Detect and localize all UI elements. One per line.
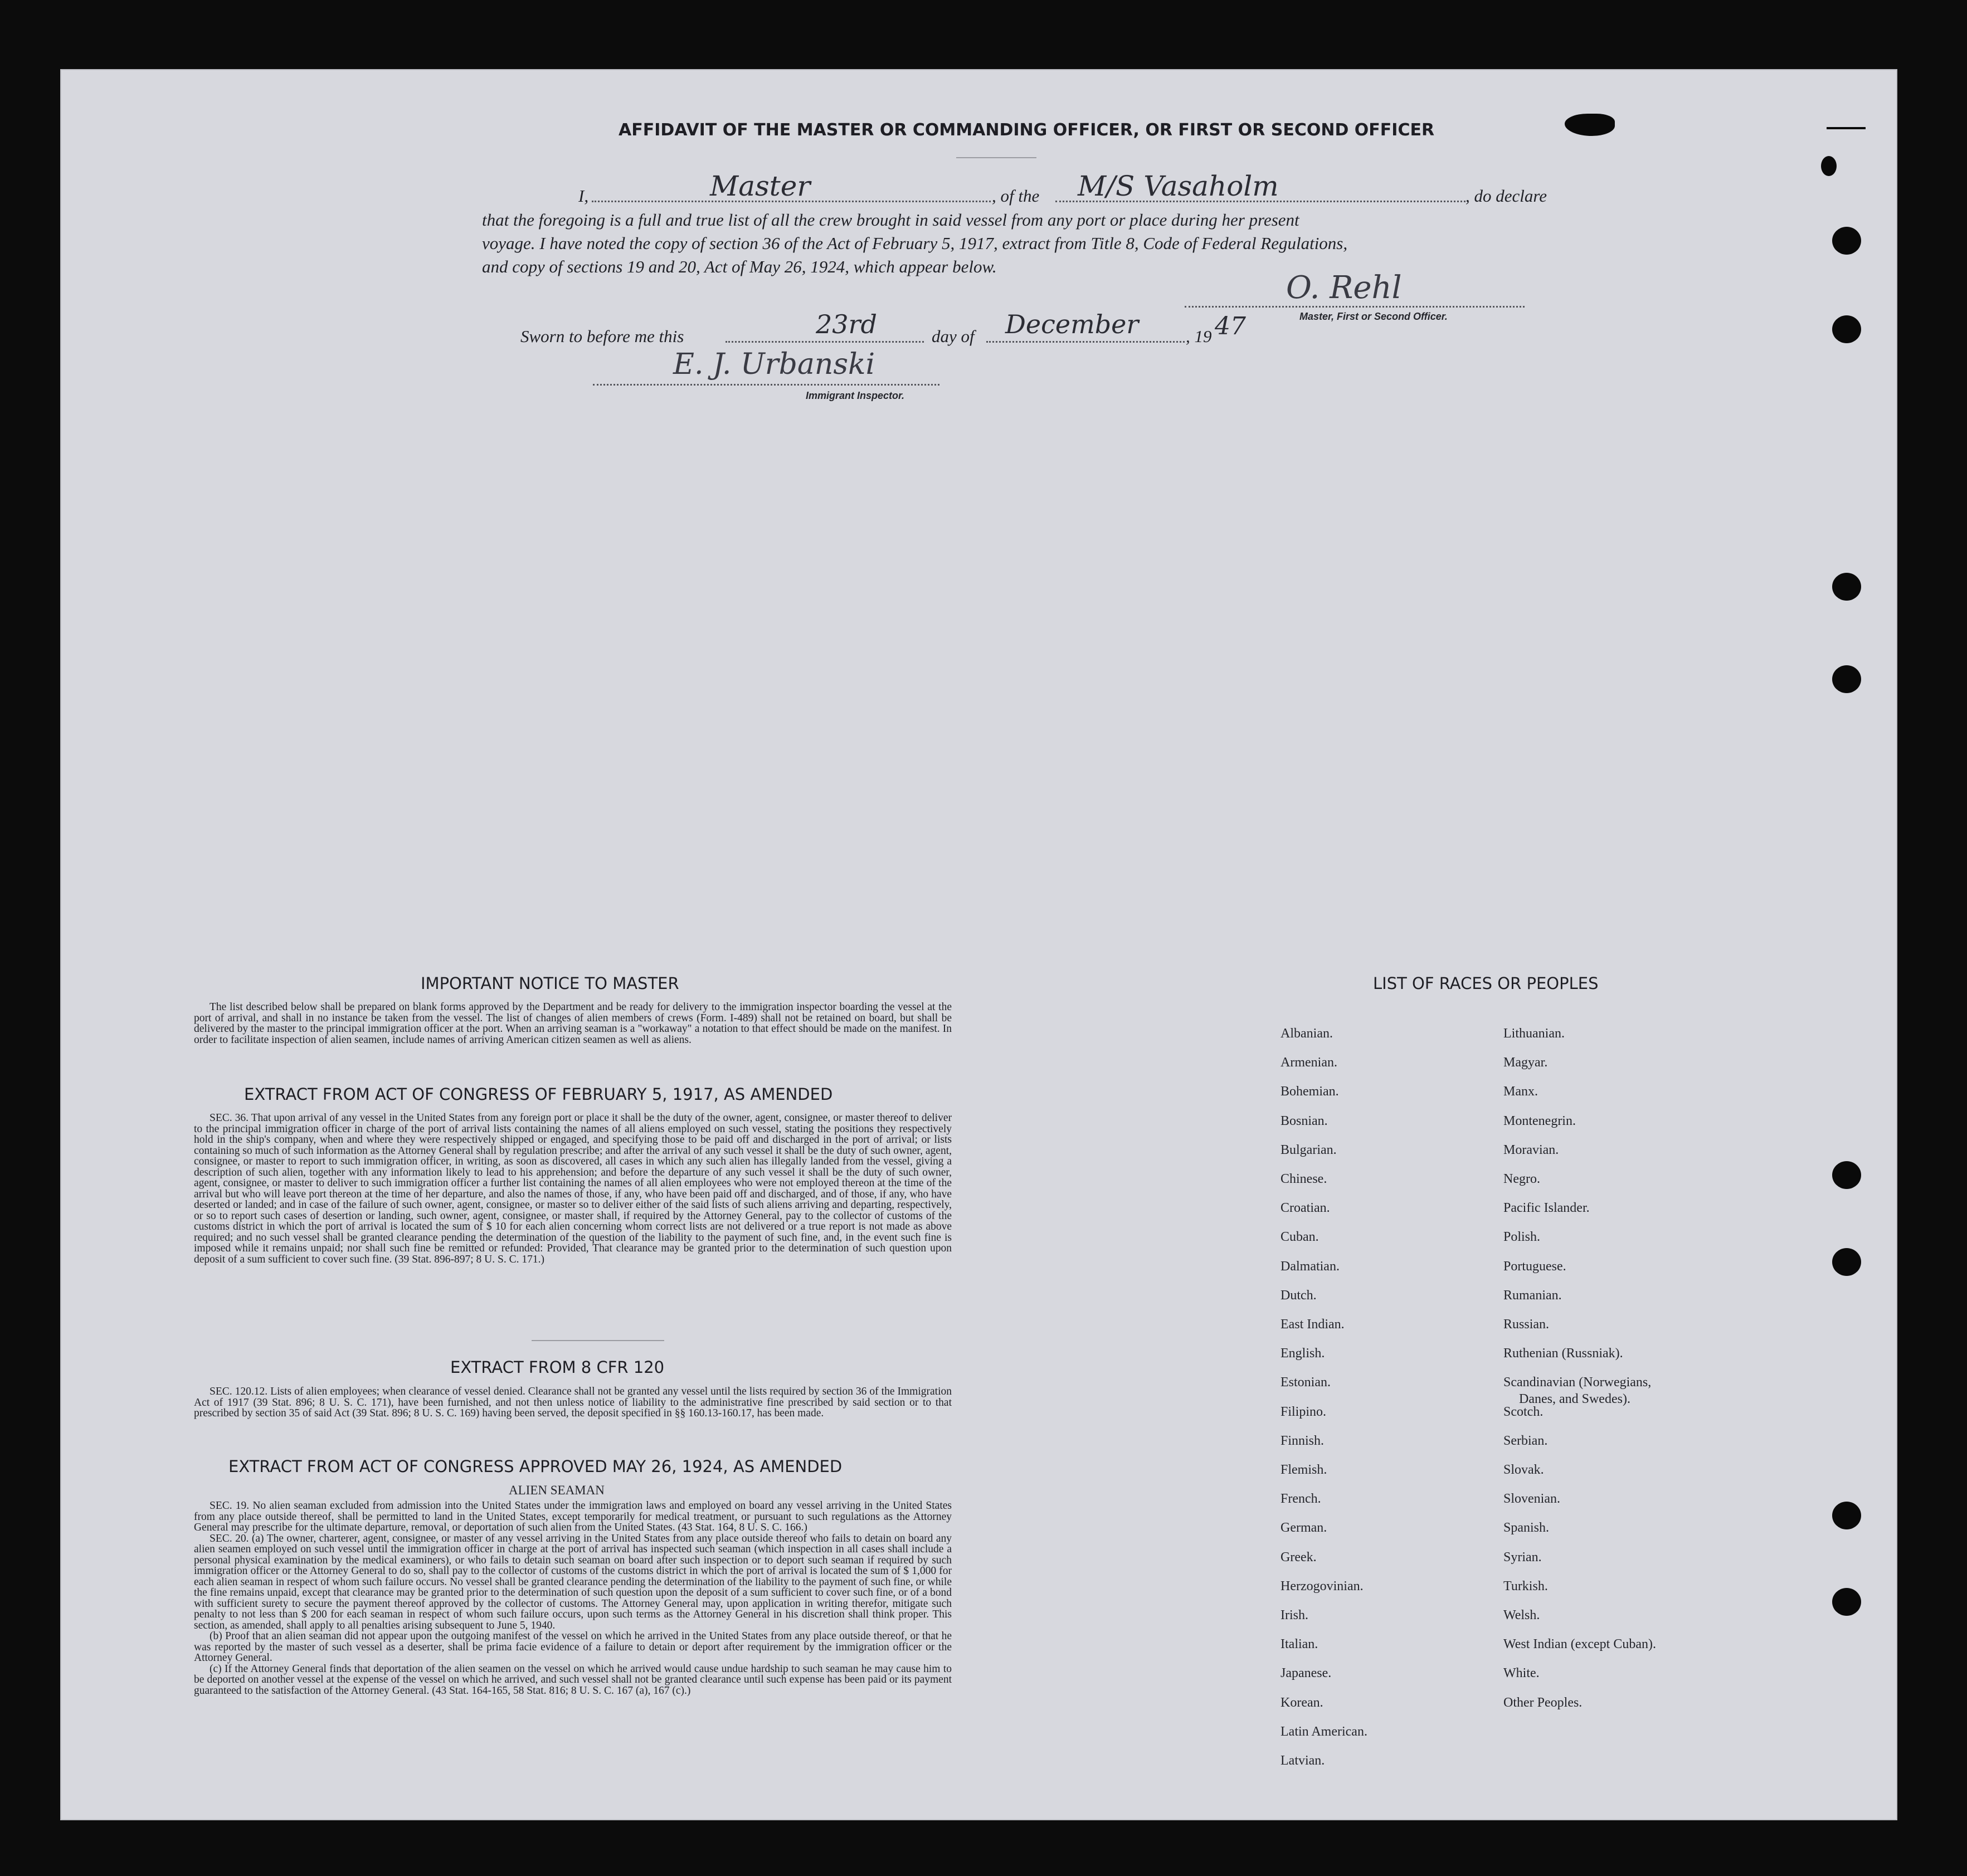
races-heading: LIST OF RACES OR PEOPLES [1373,974,1599,993]
binder-hole [1832,573,1861,601]
inspector-signature: E. J. Urbanski [673,348,875,381]
race-item: Flemish. [1281,1463,1327,1477]
sec120-paragraph: SEC. 120.12. Lists of alien employees; when clearance of vessel denied. Clearance shall not be granted any vessel until the lists required by section 36 of the Immigration Act of 1917 (39 Stat. 896; 8 U. S. C. 171), have been furnished, and not then unless notice of liability to the administrative fine prescribed by said section or to that prescribed by section 35 of said Act (39 Stat. 896; 8 U. S. C. 169) having been served, the deposit specified in §§ 160.13-160.17, has been made. [194,1386,952,1419]
sworn-label: Sworn to before me this [520,327,684,346]
race-item: Finnish. [1281,1433,1325,1448]
race-item: Rumanian. [1503,1288,1562,1303]
divider-1 [532,1340,664,1341]
race-item: Dutch. [1281,1288,1317,1303]
binder-hole [1832,1248,1861,1276]
ink-blot [1565,114,1615,136]
race-item: Scandinavian (Norwegians, [1503,1375,1652,1390]
race-item: Other Peoples. [1503,1695,1583,1710]
sworn-line [520,309,1356,350]
sec19-paragraph: SEC. 19. No alien seaman excluded from admission into the United States under the immigration laws and employed on board any vessel arriving in the United States from any place outside thereof, shall be permitted to land in the United States, except temporarily for medical treatment, or pursuant to such regulations as the Attorney General may prescribe for the ultimate departure, removal, or deportation of such alien from the United States. (43 Stat. 164, 8 U. S. C. 166.) [194,1500,952,1533]
race-item: Ruthenian (Russniak). [1503,1346,1623,1361]
race-item: Welsh. [1503,1608,1540,1622]
race-item: Cuban. [1281,1230,1319,1245]
ink-blot [1821,156,1837,176]
race-item: Italian. [1281,1637,1318,1652]
race-item: Magyar. [1503,1055,1548,1070]
race-item: Polish. [1503,1230,1541,1245]
officer-caption: Master, First or Second Officer. [1299,311,1448,322]
race-item: Herzogovinian. [1281,1578,1364,1594]
alien-seaman-subheading: ALIEN SEAMAN [509,1483,605,1497]
of-the-label: , of the [992,186,1040,206]
declaration-line-1 [520,170,1657,209]
race-item: White. [1503,1666,1540,1681]
i-label: I, [578,186,589,206]
race-item: Estonian. [1281,1375,1331,1390]
race-item: Dalmatian. [1281,1259,1340,1274]
race-item: Filipino. [1281,1404,1327,1419]
day-line [726,341,924,343]
race-item: Bulgarian. [1281,1142,1337,1157]
race-item: Japanese. [1281,1666,1332,1681]
race-item: Spanish. [1503,1521,1550,1536]
race-item: Scotch. [1503,1404,1544,1419]
binder-hole [1832,315,1861,343]
binder-hole [1832,665,1861,693]
binder-hole [1832,1588,1861,1616]
sec36-paragraph: SEC. 36. That upon arrival of any vessel in the United States from any foreign port or place it shall be the duty of the owner, agent, consignee, or master thereof to deliver to the principal immigration officer in charge of the port of arrival lists containing the names of all aliens employed on such vessel, stating the positions they respectively hold in the ship's company, when and where they were respectively shipped or engaged, and specifying those to be paid off and discharged in the port of arrival; or lists containing so much of such information as the Attorney General shall by regulation prescribe; and after the arrival of any such vessel it shall be the duty of such owner, agent, consignee, or master to report to such immigration officer, in writing, as soon as discovered, all cases in which any such alien has illegally landed from the vessel, giving a description of such alien, together with any information likely to lead to his apprehension; and before the departure of any such vessel it shall be the duty of such owner, agent, consignee, or master to deliver to such immigration officer a further list containing the names of all alien employees who were not employed thereon at the time of the arrival but who will leave port thereon at the time of her departure, and also the names of those, if any, who have been paid off and discharged, and of those, if any, who have deserted or landed; and in case of the failure of such owner, agent, consignee, or master so to deliver either of the said lists of such aliens arriving and departing, respectively, or so to report such cases of desertion or landing, such owner, agent, consignee, or master shall, if required by the Attorney General, pay to the collector of customs of the customs district in which the port of arrival is located the sum of $ 10 for each alien concerning whom correct lists are not delivered or a true report is not made as above required; and no such vessel shall be granted clearance pending the determination of the question of the liability to the payment of such fine, and, in the event such fine is imposed while it remains unpaid; nor shall such fine be remitted or refunded: Provided, That clearance may be granted prior to the determination of such question upon deposit of a sum sufficient to cover such fine. (39 Stat. 896-897; 8 U. S. C. 171.) [194,1112,952,1265]
race-item: Chinese. [1281,1172,1327,1186]
binder-hole [1832,227,1861,255]
race-item: German. [1281,1521,1327,1536]
affidavit-title: AFFIDAVIT OF THE MASTER OR COMMANDING OFFICER, OR FIRST OR SECOND OFFICER [619,120,1435,140]
extract-8cfr-heading: EXTRACT FROM 8 CFR 120 [450,1358,665,1377]
day-of-label: day of [932,327,975,346]
race-item: Slovenian. [1503,1492,1560,1507]
race-item: Armenian. [1281,1055,1337,1070]
sec20b-paragraph: (b) Proof that an alien seaman did not appear upon the outgoing manifest of the vessel on which he arrived in the United States from any place outside thereof, or that he was reported by the master of such vessel as a deserter, shall be prima facie evidence of a failure to detain or deport after requirement by the immigration officer or the Attorney General. [194,1630,952,1664]
extract-1917-text [194,1113,952,1265]
year-handwritten: 47 [1215,312,1246,340]
ink-mark [1827,127,1866,129]
declaration-line-2: that the foregoing is a full and true list of all the crew brought in said vessel from any port or place during her present [482,210,1299,230]
extract-1924-text [194,1500,952,1696]
race-item: Korean. [1281,1695,1323,1710]
race-item: Bosnian. [1281,1113,1328,1128]
race-item: Latvian. [1281,1753,1325,1768]
month-line [986,341,1185,343]
race-item: Negro. [1503,1172,1540,1186]
sec20c-paragraph: (c) If the Attorney General finds that deportation of the alien seamen on the vessel on which he arrived would cause undue hardship to such seaman he may cause him to be deported on another vessel at the expense of the vessel on which he arrived, and such vessel shall not be granted clearance until such expense has been paid or its payment guaranteed to the satisfaction of the Attorney General. (43 Stat. 164-165, 58 Stat. 816; 8 U. S. C. 167 (a), 167 (c).) [194,1663,952,1697]
race-item: East Indian. [1281,1317,1345,1332]
sec20a-paragraph: SEC. 20. (a) The owner, charterer, agent, consignee, or master of any vessel arriving in the United States from any place outside thereof who fails to detain on board any alien seamen employed on such vessel until the immigration officer in charge at the port of arrival has inspected such seaman (which inspection in all cases shall include a personal physical examination by the medical examiners), or who fails to detain such seaman on board after such inspection or to deport such seaman if required by such immigration officer or the Attorney General to do so, shall pay to the collector of customs of the customs district in which the port of arrival is located the sum of $ 1,000 for each alien seaman in respect of whom such failure occurs. No vessel shall be granted clearance pending the determination of the liability to the payment of such fine, or while the fine remains unpaid, except that clearance may be granted prior to the determination of such question upon the deposit of a sum sufficient to cover such fine, or of a bond with sufficient surety to secure the payment thereof approved by the collector of customs. The Attorney General may, upon application in writing therefor, mitigate such penalty to not less than $ 200 for each seaman in respect of whom such failure occurs, upon such terms as the Attorney General in his discretion shall think proper. This section, as amended, shall apply to all penalties arising subsequent to June 5, 1940. [194,1532,952,1631]
binder-hole [1832,1502,1861,1529]
race-item: Lithuanian. [1503,1026,1565,1041]
inspector-caption: Immigrant Inspector. [806,390,905,401]
race-item: Danes, and Swedes). [1519,1392,1630,1407]
race-item: English. [1281,1346,1325,1361]
month-handwritten: December [1005,309,1139,339]
officer-signature: O. Rehl [1286,270,1402,306]
race-item: Croatian. [1281,1201,1330,1216]
do-declare-label: , do declare [1465,186,1547,206]
notice-text [194,1002,952,1045]
race-item: Albanian. [1281,1026,1333,1041]
race-item: Russian. [1503,1317,1550,1332]
extract-8cfr-text [194,1386,952,1419]
binder-hole [1832,1161,1861,1189]
race-item: French. [1281,1492,1321,1507]
race-item: Turkish. [1503,1578,1548,1594]
title-divider [956,157,1036,158]
officer-signature-line [1185,306,1525,308]
race-item: Slovak. [1503,1463,1544,1477]
race-item: Moravian. [1503,1142,1559,1157]
race-item: West Indian (except Cuban). [1503,1637,1656,1652]
declaration-line-4: and copy of sections 19 and 20, Act of May 26, 1924, which appear below. [482,257,997,276]
race-item: Syrian. [1503,1549,1542,1565]
extract-1924-heading: EXTRACT FROM ACT OF CONGRESS APPROVED MAY 26, 1924, AS AMENDED [228,1457,843,1476]
race-item: Bohemian. [1281,1084,1339,1099]
declaration-line-3: voyage. I have noted the copy of section 36 of the Act of February 5, 1917, extract from Title 8, Code of Federal Regulations, [482,233,1348,253]
extract-1917-heading: EXTRACT FROM ACT OF CONGRESS OF FEBRUARY 5, 1917, AS AMENDED [244,1085,833,1104]
race-item: Pacific Islander. [1503,1201,1590,1216]
form-sheet [60,69,1897,1820]
race-item: Serbian. [1503,1433,1548,1448]
vessel-handwritten: M/S Vasaholm [1078,170,1279,202]
race-item: Latin American. [1281,1724,1367,1739]
name-handwritten: Master [710,170,811,202]
race-item: Greek. [1281,1549,1317,1565]
notice-paragraph: The list described below shall be prepared on blank forms approved by the Department and be ready for delivery to the immigration inspector boarding the vessel at the port of arrival, and shall in no instance be taken from the vessel. The list of changes of alien members of crews (Form. I-489) shall not be retained on board, but shall be delivered by the master to the principal immigration officer at the port. When an arriving seaman is a "workaway" a notation to that effect should be made on the manifest. In order to facilitate inspection of alien seamen, include names of arriving American citizen seamen as well as aliens. [194,1001,952,1046]
race-item: Irish. [1281,1608,1308,1622]
inspector-signature-line [593,384,939,386]
race-item: Portuguese. [1503,1259,1566,1274]
year-prefix: , 19 [1186,327,1212,346]
notice-heading: IMPORTANT NOTICE TO MASTER [421,974,679,993]
day-handwritten: 23rd [816,309,877,339]
race-item: Manx. [1503,1084,1538,1099]
race-item: Montenegrin. [1503,1113,1576,1128]
